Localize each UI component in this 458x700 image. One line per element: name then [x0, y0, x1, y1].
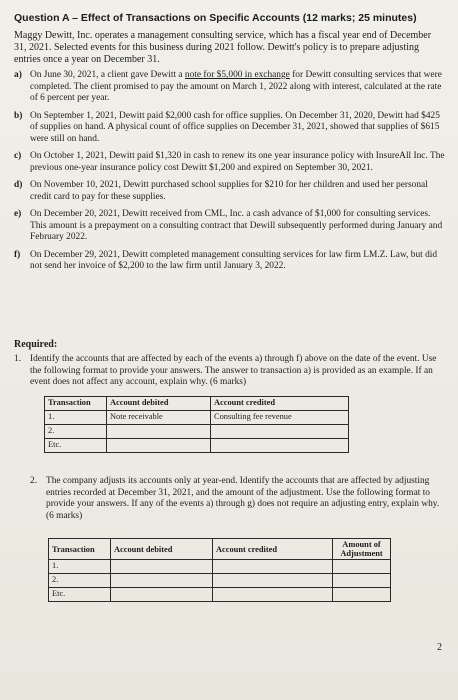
- table-cell: 2.: [45, 425, 107, 439]
- question-number: 2.: [30, 476, 38, 486]
- required-heading: Required:: [14, 339, 58, 350]
- table-cell: [211, 439, 349, 453]
- table-cell: [213, 560, 333, 574]
- event-label: a): [14, 70, 22, 80]
- question-1: [14, 354, 444, 389]
- table-cell: [213, 574, 333, 588]
- table-cell: [211, 425, 349, 439]
- table-cell: [333, 574, 391, 588]
- table-header-row: [49, 539, 391, 560]
- header-cell: Amount of Adjustment: [333, 539, 391, 560]
- table-cell: [111, 588, 213, 602]
- question-text: Identify the accounts that are affected by each of the events a) through f) above on the date of the event. Use the following format to provide your answers. The answer to transaction a) is provided as an example. If an event does not affect any account, explain why. (6 marks): [30, 354, 437, 387]
- answer-table-1: [44, 396, 349, 453]
- event-item-c: [14, 151, 446, 174]
- answer-table-2: [48, 538, 391, 602]
- intro-paragraph: Maggy Dewitt, Inc. operates a management consulting service, which has a fiscal year end of December 31, 2021. Selected events for this business during 2021 follow. Dewitt's policy is to prepare adjusting entries once a year on December 31.: [14, 30, 432, 65]
- table-cell: [107, 439, 211, 453]
- table-row: [45, 425, 349, 439]
- table-cell: [111, 574, 213, 588]
- event-item-a: [14, 70, 446, 105]
- table-cell: [107, 425, 211, 439]
- table-cell: [213, 588, 333, 602]
- table-row: [49, 560, 391, 574]
- header-cell: Account credited: [213, 539, 333, 560]
- table-cell: Note receivable: [107, 411, 211, 425]
- question-title: Question A – Effect of Transactions on Specific Accounts (12 marks; 25 minutes): [14, 12, 417, 24]
- table-cell: 2.: [49, 574, 111, 588]
- event-text: On December 20, 2021, Dewitt received from CML, Inc. a cash advance of $1,000 for consulting services. This amount is a prepayment on a consulting contract that Dewill subsequently performed during January and February 2022.: [30, 209, 443, 242]
- event-text: On June 30, 2021, a client gave Dewitt a note for $5,000 in exchange for Dewitt consulting services that were completed. The client promised to pay the amount on March 1, 2022 along with interest, calculated at the rate of 6 percent per year.: [30, 70, 442, 103]
- event-text: On December 29, 2021, Dewitt completed management consulting services for law firm LM.Z. Law, but did not send her invoice of $2,200 to the law firm until January 3, 2022.: [30, 249, 438, 271]
- event-text: On September 1, 2021, Dewitt paid $2,000 cash for office supplies. On December 31, 2020, Dewitt had $425 of supplies on hand. A physical count of office supplies on December 31, 2021, showed that supplies of $615 were still on hand.: [30, 110, 440, 144]
- table-cell: [111, 560, 213, 574]
- header-cell: Transaction: [49, 539, 111, 560]
- event-item-d: [14, 180, 446, 203]
- event-item-f: [14, 250, 446, 273]
- event-label: d): [14, 180, 23, 190]
- table-cell: 1.: [49, 560, 111, 574]
- event-text: On October 1, 2021, Dewitt paid $1,320 in cash to renew its one year insurance policy with InsureAll Inc. The previous one-year insurance policy cost Dewitt $1,200 and expired on September 30, 2021.: [30, 151, 445, 173]
- table-cell: Etc.: [45, 439, 107, 453]
- event-item-b: [14, 111, 446, 146]
- table-cell: [333, 560, 391, 574]
- event-item-e: [14, 209, 446, 244]
- header-cell: Transaction: [45, 397, 107, 411]
- table-header-row: [45, 397, 349, 411]
- event-label: b): [14, 110, 23, 121]
- question-2: [30, 476, 442, 522]
- table-cell: 1.: [45, 411, 107, 425]
- table-cell: Consulting fee revenue: [211, 411, 349, 425]
- header-cell: Account debited: [111, 539, 213, 560]
- header-cell: Account debited: [107, 397, 211, 411]
- table-cell: Etc.: [49, 588, 111, 602]
- table-row: [49, 588, 391, 602]
- event-list: [14, 70, 446, 273]
- table-row: [45, 439, 349, 453]
- event-label: f): [14, 249, 21, 260]
- question-number: 1.: [14, 354, 22, 364]
- event-text: On November 10, 2021, Dewitt purchased school supplies for $210 for her children and used her personal credit card to pay for these supplies.: [30, 180, 428, 202]
- page-number: 2: [437, 642, 442, 653]
- table-row: [49, 574, 391, 588]
- event-label: e): [14, 209, 22, 219]
- table-cell: [333, 588, 391, 602]
- event-label: c): [14, 151, 22, 161]
- header-cell: Account credited: [211, 397, 349, 411]
- required-section: [14, 329, 444, 389]
- table-row: [45, 411, 349, 425]
- question-text: The company adjusts its accounts only at year-end. Identify the accounts that are affected by adjusting entries recorded at December 31, 2021, and the amount of the adjustment. Use the following format to provide your answers. If any of the events a) through g) does not require an adjusting entry, explain why. (6 marks): [46, 476, 440, 521]
